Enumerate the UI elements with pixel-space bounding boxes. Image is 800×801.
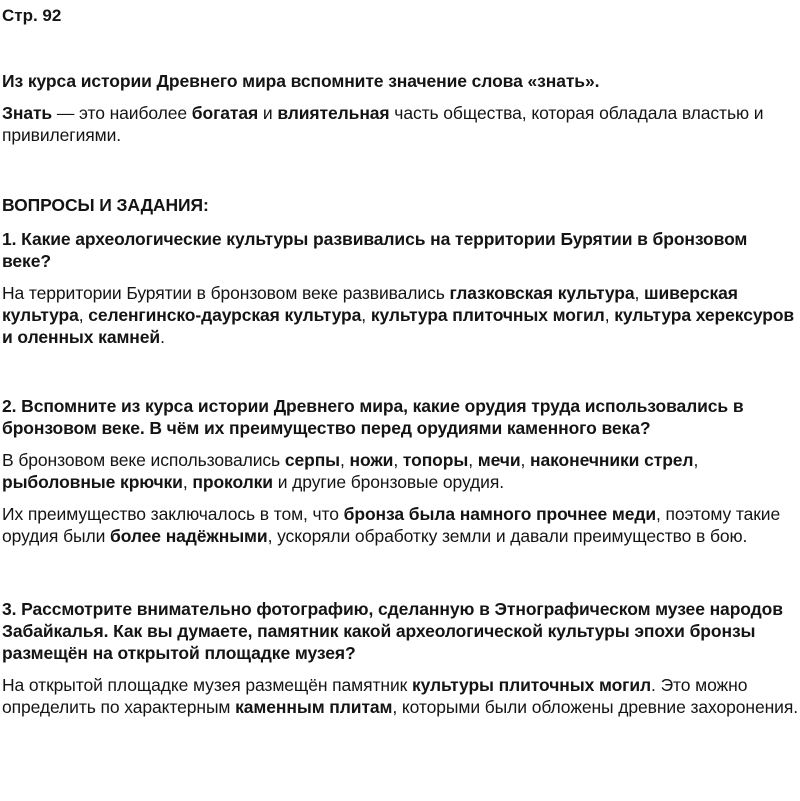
question-1: 1. Какие археологические культуры развивались на территории Бурятии в бронзовом веке? (2, 229, 748, 271)
answer-3: На открытой площадке музея размещён памятник культуры плиточных могил. Это можно определить по характерным каменным плитам, которыми были обложены древние захоронения. (2, 675, 798, 717)
section-title: ВОПРОСЫ И ЗАДАНИЯ: (2, 195, 209, 215)
intro-answer: Знать — это наиболее богатая и влиятельная часть общества, которая обладала властью и привилегиями. (2, 103, 764, 145)
bold-term: глазковская культура (449, 283, 635, 303)
page-number: Стр. 92 (2, 6, 62, 25)
bold-term: богатая (191, 103, 259, 123)
bold-term: более надёжными (110, 526, 268, 546)
bold-term: шиверская культура (2, 283, 738, 325)
bold-term: проколки (192, 472, 273, 492)
bold-term: топоры (402, 450, 469, 470)
answer-2-paragraph-1: В бронзовом веке использовались серпы, ножи, топоры, мечи, наконечники стрел, рыболовные крючки, проколки и другие бронзовые орудия. (2, 450, 699, 492)
bold-term: мечи (477, 450, 521, 470)
question-3: 3. Рассмотрите внимательно фотографию, сделанную в Этнографическом музее народов Забайкалья. Как вы думаете, памятник какой археологической культуры эпохи бронзы размещён на открытой площадке музея? (2, 599, 783, 663)
bold-term: культуры плиточных могил (411, 675, 652, 695)
bold-term: рыболовные крючки (2, 472, 183, 492)
bold-term: культура плиточных могил (370, 305, 605, 325)
bold-term: Знать (2, 103, 53, 123)
intro-question: Из курса истории Древнего мира вспомните значение слова «знать». (2, 71, 600, 91)
question-2: 2. Вспомните из курса истории Древнего мира, какие орудия труда использовались в бронзовом веке. В чём их преимущество перед орудиями каменного века? (2, 396, 744, 438)
bold-term: культура херексуров и оленных камней (2, 305, 795, 347)
answer-2-paragraph-2: Их преимущество заключалось в том, что бронза была намного прочнее меди, поэтому такие орудия были более надёжными, ускоряли обработку земли и давали преимущество в бою. (2, 504, 781, 546)
bold-term: серпы (284, 450, 341, 470)
bold-term: бронза была намного прочнее меди (343, 504, 656, 524)
bold-term: наконечники стрел (530, 450, 694, 470)
answer-1: На территории Бурятии в бронзовом веке развивались глазковская культура, шиверская культура, селенгинско-даурская культура, культура плиточных могил, культура херексуров и оленных камней. (2, 283, 795, 347)
bold-term: каменным плитам (235, 697, 393, 717)
bold-term: влиятельная (277, 103, 390, 123)
bold-term: селенгинско-даурская культура (88, 305, 362, 325)
bold-term: ножи (349, 450, 394, 470)
